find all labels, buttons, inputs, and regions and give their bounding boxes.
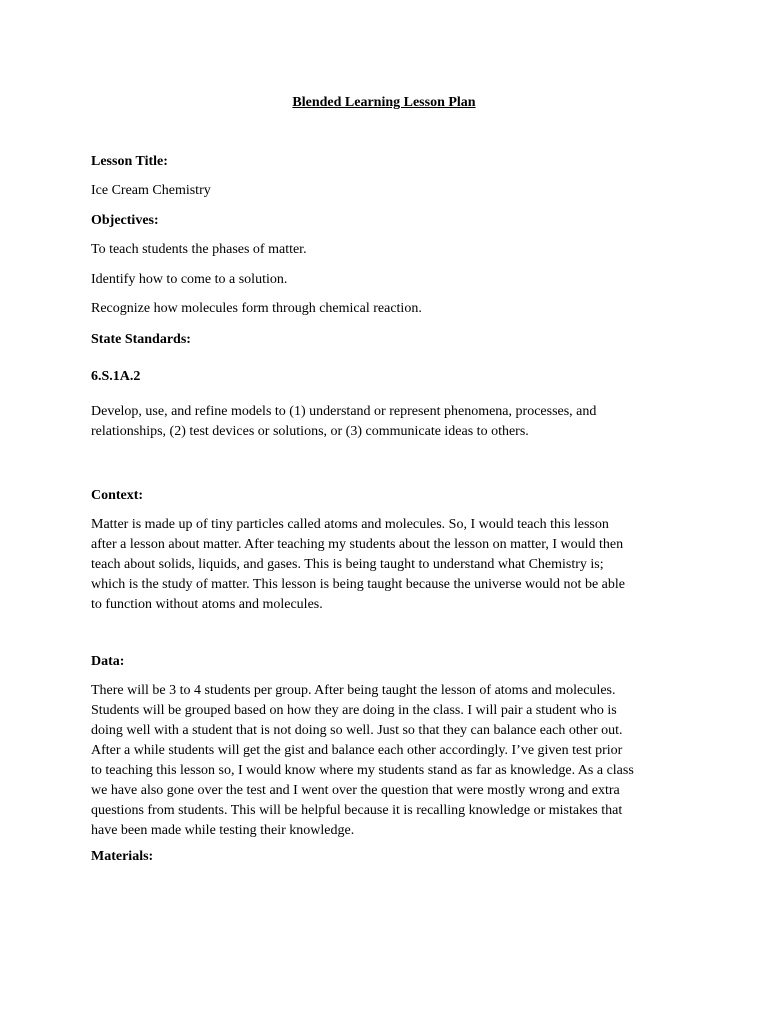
standard-code: 6.S.1A.2 [91, 369, 141, 384]
paragraph-line: doing well with a student that is not doing so well. Just so that they can balance each other out. [91, 723, 623, 738]
context-heading: Context: [91, 488, 144, 503]
paragraph-line: Develop, use, and refine models to (1) understand or represent phenomena, processes, and [91, 404, 597, 419]
lesson-title-text: Ice Cream Chemistry [91, 183, 211, 198]
paragraph-line: teach about solids, liquids, and gases. This is being taught to understand what Chemistry is; [91, 557, 604, 572]
data-text [91, 681, 651, 841]
paragraph-line: questions from students. This will be helpful because it is recalling knowledge or mistakes that [91, 803, 623, 818]
data-heading: Data: [91, 654, 125, 669]
paragraph-line: to teaching this lesson so, I would know where my students stand as far as knowledge. As a class [91, 763, 634, 778]
objective-item: Recognize how molecules form through chemical reaction. [91, 301, 422, 316]
standard-text [91, 402, 651, 442]
objectives-heading: Objectives: [91, 213, 159, 228]
context-text [91, 515, 651, 615]
paragraph-line: we have also gone over the test and I went over the question that were mostly wrong and extra [91, 783, 620, 798]
paragraph-line: to function without atoms and molecules. [91, 597, 323, 612]
lesson-title-heading: Lesson Title: [91, 154, 168, 169]
paragraph-line: Students will be grouped based on how they are doing in the class. I will pair a student who is [91, 703, 617, 718]
paragraph-line: After a while students will get the gist and balance each other accordingly. I’ve given test prior [91, 743, 623, 758]
materials-heading: Materials: [91, 849, 154, 864]
state-standards-heading: State Standards: [91, 332, 191, 347]
paragraph-line: which is the study of matter. This lesson is being taught because the universe would not be able [91, 577, 625, 592]
paragraph-line: after a lesson about matter. After teaching my students about the lesson on matter, I would then [91, 537, 624, 552]
objective-item: Identify how to come to a solution. [91, 272, 288, 287]
paragraph-line: relationships, (2) test devices or solutions, or (3) communicate ideas to others. [91, 424, 529, 439]
paragraph-line: have been made while testing their knowledge. [91, 823, 355, 838]
document-title: Blended Learning Lesson Plan [292, 95, 476, 110]
paragraph-line: Matter is made up of tiny particles called atoms and molecules. So, I would teach this lesson [91, 517, 609, 532]
objective-item: To teach students the phases of matter. [91, 242, 307, 257]
paragraph-line: There will be 3 to 4 students per group. After being taught the lesson of atoms and molecules. [91, 683, 616, 698]
